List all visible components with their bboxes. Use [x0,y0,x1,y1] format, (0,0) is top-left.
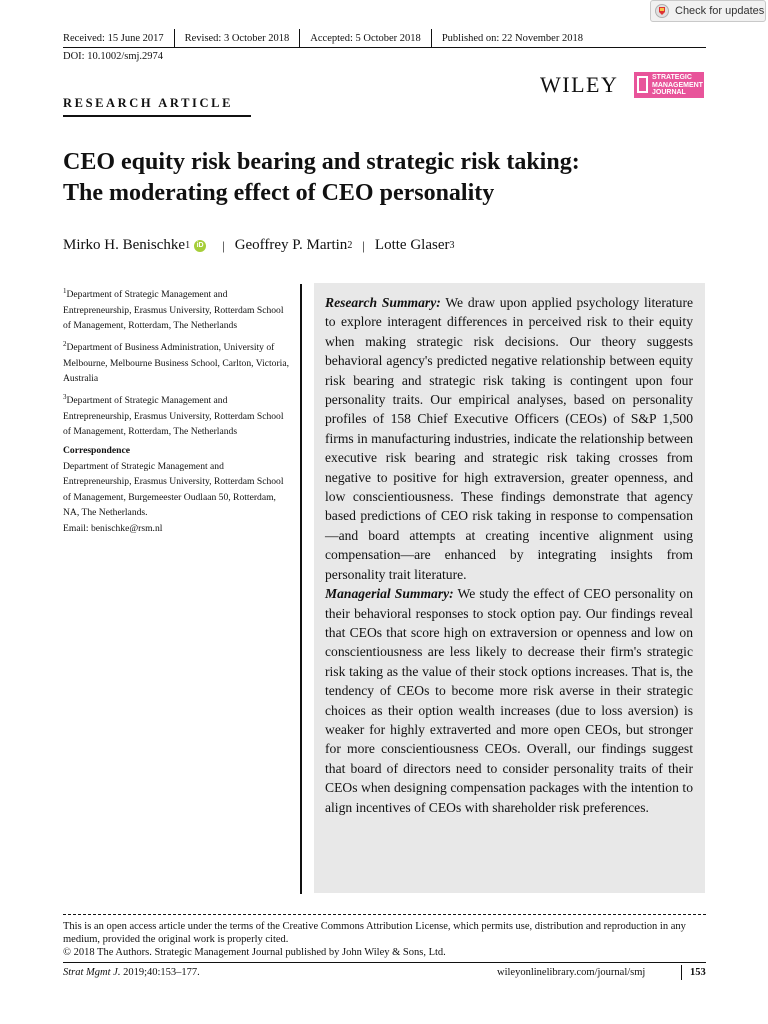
received-date: Received: 15 June 2017 [63,32,164,44]
author-name[interactable]: Lotte Glaser [374,237,450,253]
article-type-rule [63,115,251,117]
license-divider [63,914,706,915]
footer-rule [63,962,706,963]
check-for-updates-label: Check for updates [675,5,765,17]
article-title: CEO equity risk bearing and strategic risk taking: The moderating effect of CEO personality [63,149,580,206]
affiliation: $^3$Department of Strategic Management and Entrepreneurship, Erasmus University, Rotterdam School of Management, Rotterdam, The Netherlands [63,392,284,438]
footer-separator [681,965,682,980]
wiley-logo: WILEY [540,72,619,97]
doi[interactable]: DOI: 10.1002/smj.2974 [63,51,164,62]
author-name[interactable]: Mirko H. Benischke [63,237,186,253]
history-dates [63,29,593,47]
page-number: 153 [690,967,706,978]
orcid-icon[interactable]: iD [194,240,206,252]
correspondence-heading: Correspondence [63,444,130,456]
journal-logo-mark-icon [637,76,648,93]
affiliation: $^2$Department of Business Administration, University of Melbourne, Melbourne Business School, Carlton, Victoria, Australia [63,339,290,385]
research-summary: Research Summary: We draw upon applied psychology literature to explore interagent differences in perceived risk to their equity when making strategic risk decisions. Our theory suggests behavioral agency's predicted negative relationship between equity risk bearing and strategic risk taking is contingent upon four personality traits. Our empirical analyses, based on personality profiles of 158 Chief Executive Officers (CEOs) of S&P 1,500 firms in manufacturing industries, indicate the relationship between executive risk bearing and strategic risk taking crosses from negative to positive for high extraversion, greater openness, and low conscientiousness. These findings demonstrate that agency based predictions of CEO risk taking in response to compensation—and board attempts at creating incentive alignment using compensation—are enhanced by integrating insights from personality trait literature. [325,295,694,582]
header-rule [63,47,706,48]
footer-url[interactable]: wileyonlinelibrary.com/journal/smj [497,967,646,978]
affiliations [63,284,291,536]
footer-citation: Strat Mgmt J. 2019;40:153–177. [63,967,200,978]
check-for-updates-button[interactable] [650,0,766,22]
article-type: RESEARCH ARTICLE [63,96,234,110]
author-name[interactable]: Geoffrey P. Martin [234,237,348,253]
license-notice: This is an open access article under the terms of the Creative Commons Attribution License, which permits use, distribution and reproduction in any medium, provided the original work is properly cited. © 2018 The Authors. Strategic Management Journal published by John Wiley & Sons, Ltd. [63,921,686,958]
accepted-date: Accepted: 5 October 2018 [310,32,421,44]
correspondence-address: Department of Strategic Management and Entrepreneurship, Erasmus University, Rotterdam School of Management, Burgemeester Oudlaan 50, Rotterdam, NA, The Netherlands. [63,460,284,519]
managerial-summary: Managerial Summary: We study the effect of CEO personality on their behavioral responses to stock option pay. Our findings reveal that CEOs that score high on extraversion or openness and low on conscientiousness are less likely to decrease their firm's strategic risk taking as the value of their stock options increases. That is, the tendency of CEOs to become more risk averse in their strategic choices as their option wealth increases (due to loss aversion) is weaker for highly extraverted and more open CEOs, but stronger for more conscientiousness CEOs. Overall, our findings suggest that board of directors need to consider personality traits of their CEOs when designing compensation packages with the intention to align incentives of CEOs with shareholder risk preferences. [325,586,693,815]
author-list: Mirko H. Benischke 1 iD | Geoffrey P. Martin 2 | Lotte Glaser 3 [63,237,455,253]
crossmark-icon [655,4,669,18]
journal-logo: STRATEGIC MANAGEMENT JOURNAL [634,72,704,98]
author-separator: | [222,237,225,253]
revised-date: Revised: 3 October 2018 [184,32,290,44]
summary-box [314,283,705,893]
published-date: Published on: 22 November 2018 [441,32,583,44]
affiliation: $^1$Department of Strategic Management and Entrepreneurship, Erasmus University, Rotterdam School of Management, Rotterdam, The Netherlands [63,287,284,332]
correspondence-email[interactable]: Email: benischke@rsm.nl [63,522,163,534]
author-separator: | [362,237,365,253]
column-divider [300,284,302,894]
